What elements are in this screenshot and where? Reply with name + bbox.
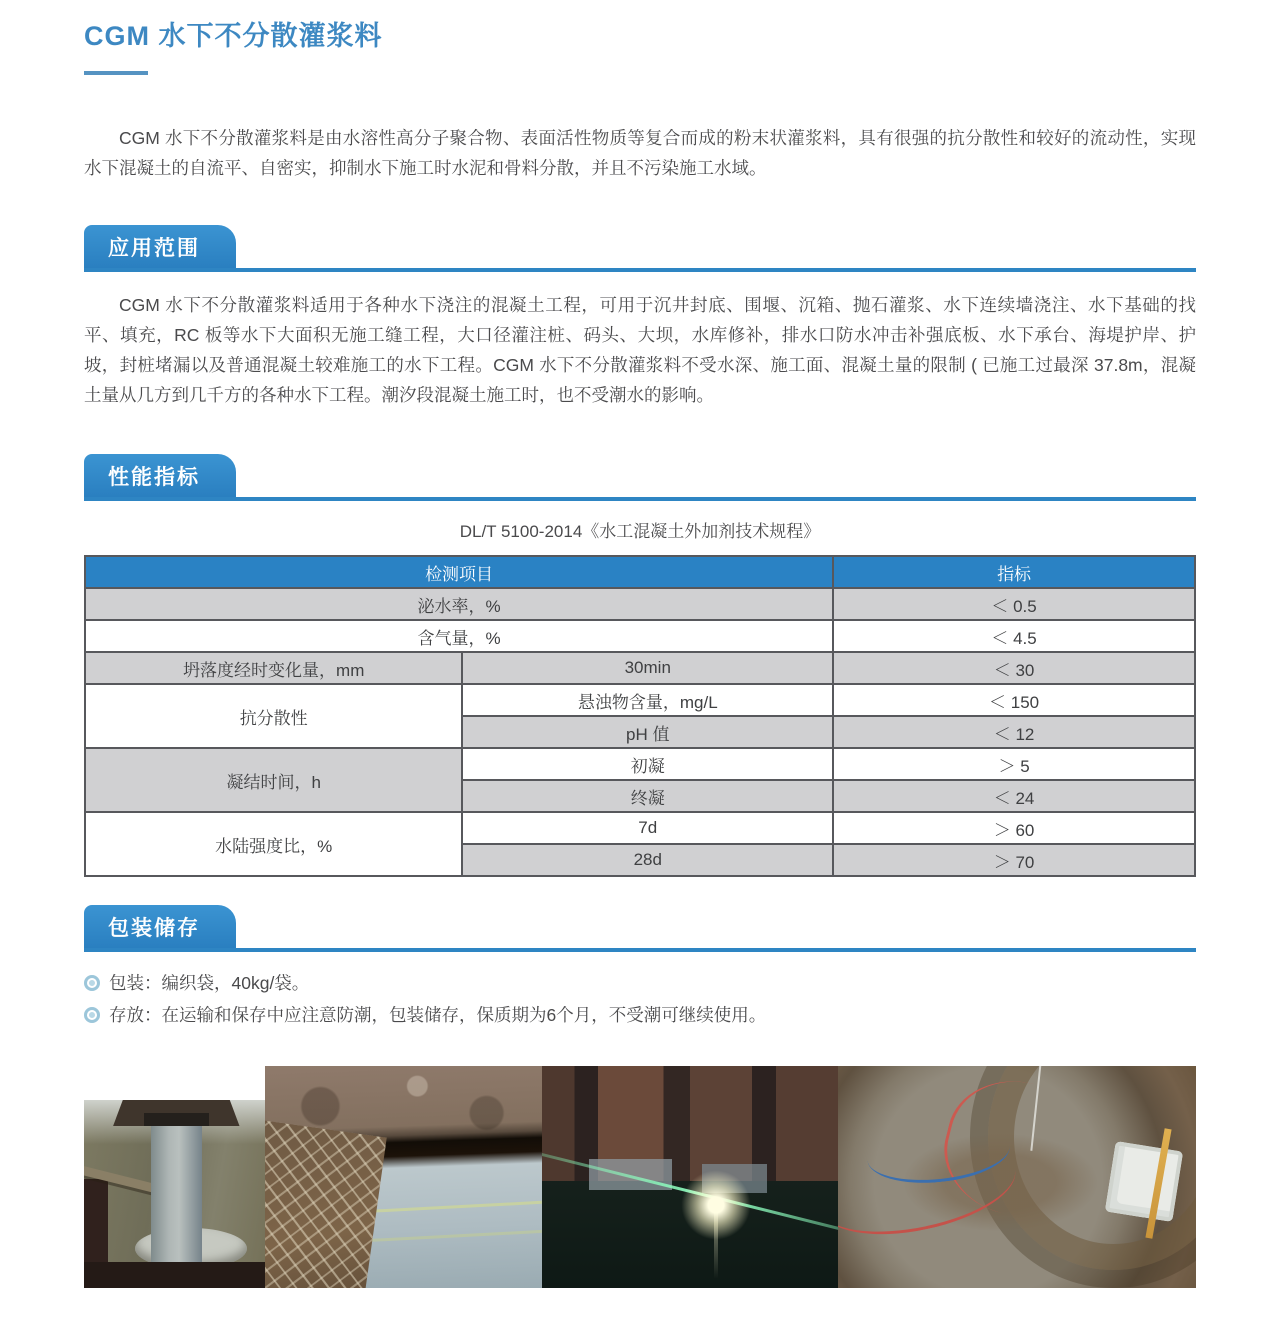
photo-safety-net: [265, 1120, 388, 1288]
site-photo-excavation-pit: [838, 1066, 1196, 1288]
section-header-packaging: [84, 905, 1196, 952]
ring-bullet-icon: [84, 975, 100, 991]
cell-sub-item: pH 值: [462, 716, 833, 748]
cell-item: 坍落度经时变化量，mm: [85, 652, 462, 684]
photo-rough-concrete: [265, 1066, 542, 1133]
performance-table: [84, 555, 1196, 877]
column-header-index: 指标: [833, 556, 1195, 588]
cell-value: ＜ 150: [833, 684, 1195, 716]
cell-value: ＜ 24: [833, 780, 1195, 812]
packaging-list: [84, 968, 1196, 1030]
page-title: CGM 水下不分散灌浆料: [84, 21, 383, 51]
column-header-test-item: 检测项目: [85, 556, 833, 588]
site-photo-night-piers: [542, 1066, 838, 1288]
cell-sub-item: 28d: [462, 844, 833, 876]
cell-sub-item: 7d: [462, 812, 833, 844]
list-item: [84, 1000, 1196, 1030]
cell-value: ＜ 4.5: [833, 620, 1195, 652]
cell-value: ＞ 70: [833, 844, 1195, 876]
cell-group: 水陆强度比，%: [85, 812, 462, 876]
storage-item-text: 存放：在运输和保存中应注意防潮，包装储存，保质期为6个月，不受潮可继续使用。: [109, 1005, 767, 1025]
table-row: [85, 812, 1195, 844]
cell-value: ＜ 12: [833, 716, 1195, 748]
intro-paragraph: CGM 水下不分散灌浆料是由水溶性高分子聚合物、表面活性物质等复合而成的粉末状灌浆料，具有很强的抗分散性和较好的流动性，实现水下混凝土的自流平、自密实，抑制水下施工时水泥和骨料分散，并且不污染施工水域。: [84, 128, 1196, 178]
section-tab-performance: 性能指标: [84, 454, 236, 497]
site-photo-pier-column: [84, 1100, 265, 1288]
cell-group: 抗分散性: [85, 684, 462, 748]
photo-white-equipment-box: [1105, 1141, 1183, 1222]
cell-sub-item: 初凝: [462, 748, 833, 780]
section-tab-packaging: 包装储存: [84, 905, 236, 948]
application-paragraph: CGM 水下不分散灌浆料适用于各种水下浇注的混凝土工程，可用于沉井封底、围堰、沉箱、抛石灌浆、水下连续墙浇注、水下基础的找平、填充，RC 板等水下大面积无施工缝工程，大口径灌注桩、码头、大坝，水库修补，排水口防水冲击补强底板、水下承台、海堤护岸、护坡，封桩堵漏以及普通混凝土较难施工的水下工程。CGM 水下不分散灌浆料不受水深、施工面、混凝土量的限制 ( 已施工过最深 37.8m，混凝土量从几方到几千方的各种水下工程。潮汐段混凝土施工时，也不受潮水的影响。: [84, 295, 1196, 405]
photo-column-cap: [144, 1113, 209, 1126]
photo-dark-foreground: [84, 1262, 265, 1288]
photo-collar-seam-line: [348, 1230, 542, 1243]
cell-value: ＜ 0.5: [833, 588, 1195, 620]
cell-value: ＞ 5: [833, 748, 1195, 780]
cell-sub-item: 悬浊物含量，mg/L: [462, 684, 833, 716]
table-row: [85, 684, 1195, 716]
section-header-performance: [84, 454, 1196, 501]
cell-sub-item: 终凝: [462, 780, 833, 812]
section-tab-application: 应用范围: [84, 225, 236, 268]
table-row: [85, 652, 1195, 684]
cell-group: 凝结时间，h: [85, 748, 462, 812]
photo-pier-column: [151, 1119, 202, 1273]
cell-value: ＞ 60: [833, 812, 1195, 844]
standard-reference: DL/T 5100-2014《水工混凝土外加剂技术规程》: [459, 522, 821, 541]
title-underline: [84, 71, 148, 75]
packaging-item-text: 包装：编织袋，40kg/袋。: [109, 973, 310, 993]
cell-item: 含气量，%: [85, 620, 833, 652]
site-photo-strip: [84, 1066, 1196, 1288]
table-row: [85, 748, 1195, 780]
ring-bullet-icon: [84, 1007, 100, 1023]
cell-item: 泌水率，%: [85, 588, 833, 620]
table-row: [85, 588, 1195, 620]
photo-work-light: [681, 1170, 751, 1240]
table-header-row: [85, 556, 1195, 588]
page-content: [84, 0, 1196, 1288]
cell-value: ＜ 30: [833, 652, 1195, 684]
section-header-application: [84, 225, 1196, 272]
cell-sub-item: 30min: [462, 652, 833, 684]
site-photo-collar-closeup: [265, 1066, 542, 1288]
table-row: [85, 620, 1195, 652]
list-item: [84, 968, 1196, 998]
